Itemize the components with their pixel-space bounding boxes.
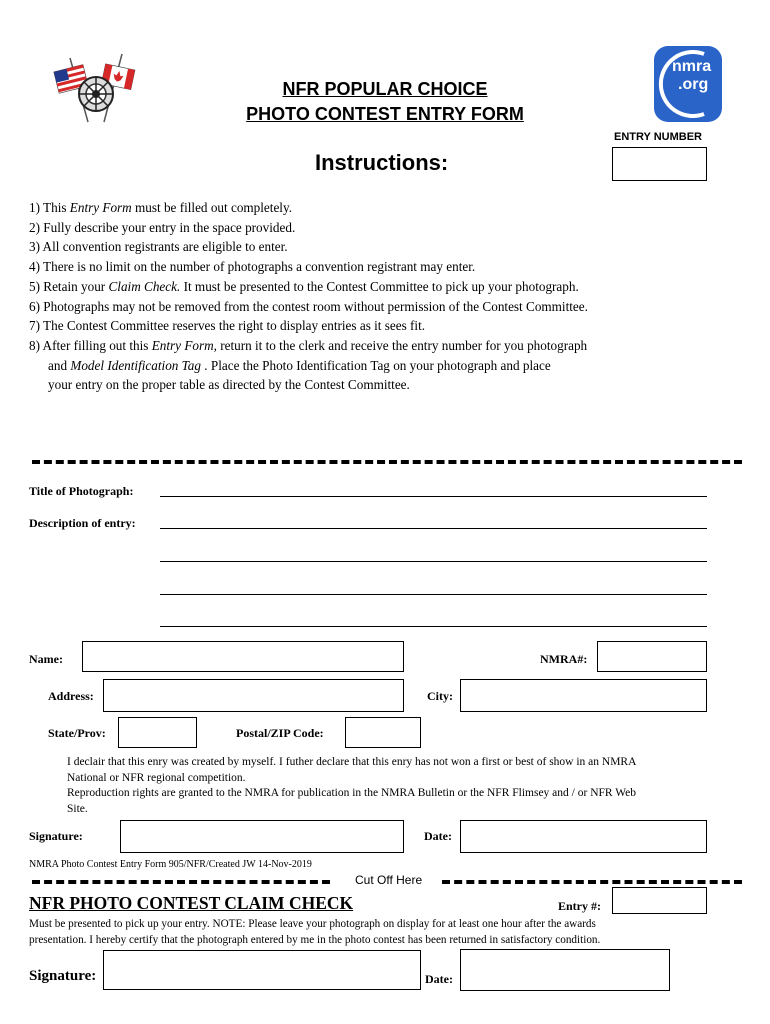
form-title <box>220 77 550 127</box>
instruction-2: 2) Fully describe your entry in the space provided. <box>29 219 296 235</box>
declaration-text <box>67 755 636 817</box>
signature-label: Signature: <box>29 829 83 843</box>
address-label: Address: <box>48 689 94 703</box>
claim-text-line-2: presentation. I hereby certify that the photograph entered by me in the photo contest has been returned in satisfactory condition. <box>29 933 601 946</box>
declaration-line-3: Reproduction rights are granted to the NMRA for publication in the NMRA Bulletin or the NFR Flimsey and / or NFR Web <box>67 787 637 799</box>
title-line-1: NFR POPULAR CHOICE <box>282 79 488 99</box>
date-label: Date: <box>424 829 452 843</box>
top-dash-divider <box>32 460 742 464</box>
name-label: Name: <box>29 652 63 666</box>
claim-entry-input[interactable] <box>612 887 707 914</box>
title-label: Title of Photograph: <box>29 484 134 498</box>
address-input[interactable] <box>103 679 404 712</box>
state-input[interactable] <box>118 717 197 748</box>
zip-label: Postal/ZIP Code: <box>236 726 324 740</box>
cut-dash-left <box>32 880 330 884</box>
instruction-8-line-3: your entry on the proper table as directed by the Contest Committee. <box>48 377 410 393</box>
description-line-3[interactable] <box>160 594 707 595</box>
title-input[interactable] <box>160 496 707 497</box>
form-footer-note: NMRA Photo Contest Entry Form 905/NFR/Created JW 14-Nov-2019 <box>29 859 312 870</box>
description-line-2[interactable] <box>160 561 707 562</box>
instruction-3: 3) All convention registrants are eligible to enter. <box>29 239 288 255</box>
instruction-8-line-2: and Model Identification Tag . Place the Photo Identification Tag on your photograph and place <box>48 357 551 373</box>
name-input[interactable] <box>82 641 404 672</box>
claim-text-line-1: Must be presented to pick up your entry. NOTE: Please leave your photograph on display for at least one hour after the awards <box>29 918 596 930</box>
description-line-4[interactable] <box>160 626 707 627</box>
instruction-1: 1) This Entry Form must be filled out completely. <box>29 200 292 215</box>
state-label: State/Prov: <box>48 726 106 740</box>
signature-input[interactable] <box>120 820 404 853</box>
instructions-list <box>29 198 588 395</box>
claim-signature-label: Signature: <box>29 968 97 984</box>
logo-text-1: nmra <box>672 58 712 75</box>
city-input[interactable] <box>460 679 707 712</box>
claim-check-heading: NFR PHOTO CONTEST CLAIM CHECK <box>29 893 354 913</box>
claim-entry-label: Entry #: <box>558 899 601 913</box>
declaration-line-4: Site. <box>67 802 88 815</box>
claim-date-label: Date: <box>425 972 453 986</box>
nmra-org-logo <box>654 46 722 122</box>
claim-signature-input[interactable] <box>103 950 421 990</box>
cut-dash-right <box>442 880 742 884</box>
entry-number-box[interactable] <box>612 147 707 181</box>
zip-input[interactable] <box>345 717 421 748</box>
instruction-5: 5) Retain your Claim Check. It must be presented to the Contest Committee to pick up your photograph. <box>29 278 579 294</box>
entry-number-label: ENTRY NUMBER <box>614 131 703 143</box>
declaration-line-2: National or NFR regional competition. <box>67 771 246 784</box>
logo-text-2: .org <box>678 76 709 93</box>
instructions-heading: Instructions: <box>315 150 449 175</box>
title-line-2: PHOTO CONTEST ENTRY FORM <box>246 104 524 124</box>
instruction-7: 7) The Contest Committee reserves the right to display entries as it sees fit. <box>29 318 426 334</box>
instruction-4: 4) There is no limit on the number of photographs a convention registrant may enter. <box>29 259 476 275</box>
nfr-logo <box>52 48 140 126</box>
nmra-number-label: NMRA#: <box>540 652 588 666</box>
description-label: Description of entry: <box>29 516 136 530</box>
instruction-8: 8) After filling out this Entry Form, return it to the clerk and receive the entry number for you photograph <box>29 337 588 353</box>
nmra-number-input[interactable] <box>597 641 707 672</box>
claim-date-input[interactable] <box>460 949 670 991</box>
declaration-line-1: I declair that this enry was created by myself. I futher declare that this enry has not won a first or best of show in an NMRA <box>67 756 637 768</box>
city-label: City: <box>427 689 453 703</box>
description-line-1[interactable] <box>160 528 707 529</box>
cut-off-label: Cut Off Here <box>355 873 423 887</box>
instruction-6: 6) Photographs may not be removed from the contest room without permission of the Contest Committee. <box>29 298 588 314</box>
date-input[interactable] <box>460 820 707 853</box>
claim-text <box>29 917 600 948</box>
